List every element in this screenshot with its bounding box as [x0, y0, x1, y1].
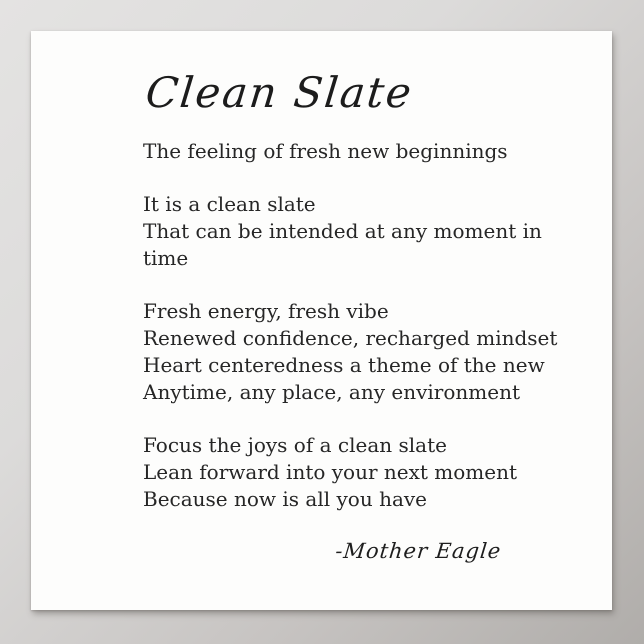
- poem-line: time: [143, 245, 189, 270]
- poem-line: Fresh energy, fresh vibe: [143, 298, 389, 323]
- poem-line: Heart centeredness a theme of the new: [143, 352, 545, 377]
- poem-line: It is a clean slate: [143, 191, 316, 216]
- poem-stanza-3: [143, 432, 518, 513]
- poem-stanza-1: [143, 191, 542, 272]
- poem-line: Anytime, any place, any environment: [143, 379, 520, 404]
- poster: [31, 31, 612, 610]
- poem-body: [143, 138, 558, 513]
- poem-line: Focus the joys of a clean slate: [143, 432, 447, 457]
- poem-line: Because now is all you have: [143, 486, 428, 511]
- poem-stanza-intro: [143, 138, 508, 165]
- poster-title: Clean Slate: [143, 68, 416, 117]
- poem-line: The feeling of fresh new beginnings: [143, 138, 508, 163]
- author-signature: -Mother Eagle: [334, 538, 503, 563]
- poem-line: Renewed confidence, recharged mindset: [143, 325, 558, 350]
- poem-stanza-2: [143, 298, 558, 406]
- poem-line: Lean forward into your next moment: [143, 459, 518, 484]
- poem-line: That can be intended at any moment in: [143, 218, 542, 243]
